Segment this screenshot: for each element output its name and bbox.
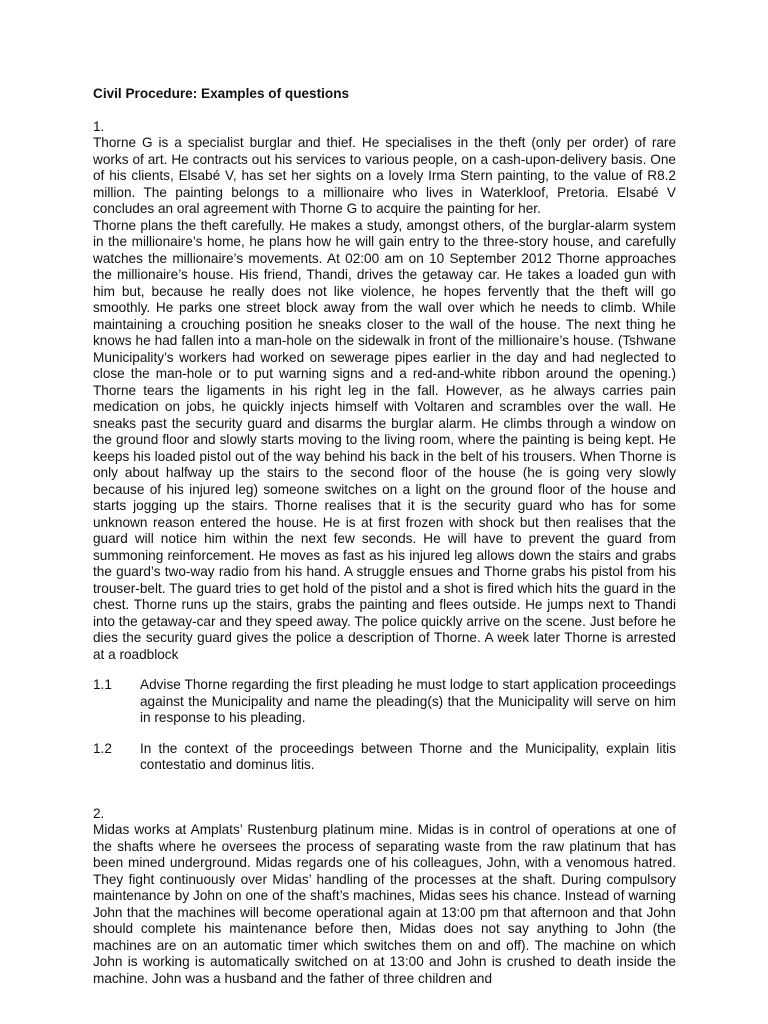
section-2-paragraph: Midas works at Amplats’ Rustenburg platinum mine. Midas is in control of operations at one of the shafts where he oversees the process of separating waste from the raw platinum that has been mined underground. Midas regards one of his colleagues, John, with a venomous hatred. They fight continuously over Midas’ handling of the processes at the shaft. During compulsory maintenance by John on one of the shaft’s machines, Midas sees his chance. Instead of warning John that the machines will become operational again at 13:00 pm that afternoon and that John should complete his maintenance before then, Midas does not say anything to John (the machines are on an automatic timer which switches them on and off). The machine on which John is working is automatically switched on at 13:00 and John is crushed to death inside the machine. John was a husband and the father of three children and	[93, 822, 676, 986]
section-2-number: 2.	[93, 805, 105, 821]
section-spacer	[93, 774, 676, 806]
section-1-paragraph-1: Thorne G is a specialist burglar and thief. He specialises in the theft (only per order) of rare works of art. He contracts out his services to various people, on a cash-upon-delivery basis. One of his clients, Elsabé V, has set her sights on a lovely Irma Stern painting, to the value of R8.2 million. The painting belongs to a millionaire who lives in Waterkloof, Pretoria. Elsabé V concludes an oral agreement with Thorne G to acquire the painting for her.	[93, 135, 676, 216]
section-1-paragraph-2: Thorne plans the theft carefully. He makes a study, amongst others, of the burglar-alarm system in the millionaire’s home, he plans how he will gain entry to the three-story house, and carefully watches the millionaire’s movements. At 02:00 am on 10 September 2012 Thorne approaches the millionaire’s house. His friend, Thandi, drives the getaway car. He takes a loaded gun with him but, because he really does not like violence, he hopes fervently that the theft will go smoothly. He parks one street block away from the wall over which he needs to climb. While maintaining a crouching position he sneaks closer to the wall of the house. The next thing he knows he had fallen into a man-hole on the sidewalk in front of the millionaire’s house. (Tshwane Municipality’s workers had worked on sewerage pipes earlier in the day and had neglected to close the man-hole or to put warning signs and a red-and-white ribbon around the opening.) Thorne tears the ligaments in his right leg in the fall. However, as he always carries pain medication on jobs, he quickly injects himself with Voltaren and scrambles over the wall. He sneaks past the security guard and disarms the burglar alarm. He climbs through a window on the ground floor and slowly starts moving to the living room, where the painting is being kept. He keeps his loaded pistol out of the way behind his back in the belt of his trousers. When Thorne is only about halfway up the stairs to the second floor of the house (he is going very slowly because of his injured leg) someone switches on a light on the ground floor of the house and starts jogging up the stairs. Thorne realises that it is the security guard who has for some unknown reason entered the house. He is at first frozen with shock but then realises that the guard will notice him within the next few seconds. He will have to prevent the guard from summoning reinforcement. He moves as fast as his injured leg allows down the stairs and grabs the guard’s two-way radio from his hand. A struggle ensues and Thorne grabs his pistol from his trouser-belt. The guard tries to get hold of the pistol and a shot is fired which hits the guard in the chest. Thorne runs up the stairs, grabs the painting and flees outside. He jumps next to Thandi into the getaway-car and they speed away. The police quickly arrive on the scene. Just before he dies the security guard gives the police a description of Thorne. A week later Thorne is arrested at a roadblock	[93, 217, 676, 662]
question-1-2	[93, 741, 676, 774]
question-number: 1.1	[93, 677, 112, 692]
question-number: 1.2	[93, 740, 112, 756]
question-1-1	[93, 677, 676, 727]
question-text: Advise Thorne regarding the first pleading he must lodge to start application proceedings against the Municipality and name the pleading(s) that the Municipality will serve on him in response to his pleading.	[140, 677, 676, 725]
document-title: Civil Procedure: Examples of questions	[93, 86, 350, 101]
question-text: In the context of the proceedings between Thorne and the Municipality, explain litis contestatio and dominus litis.	[140, 740, 676, 772]
document-page	[93, 86, 676, 987]
section-1-number: 1.	[93, 118, 105, 134]
